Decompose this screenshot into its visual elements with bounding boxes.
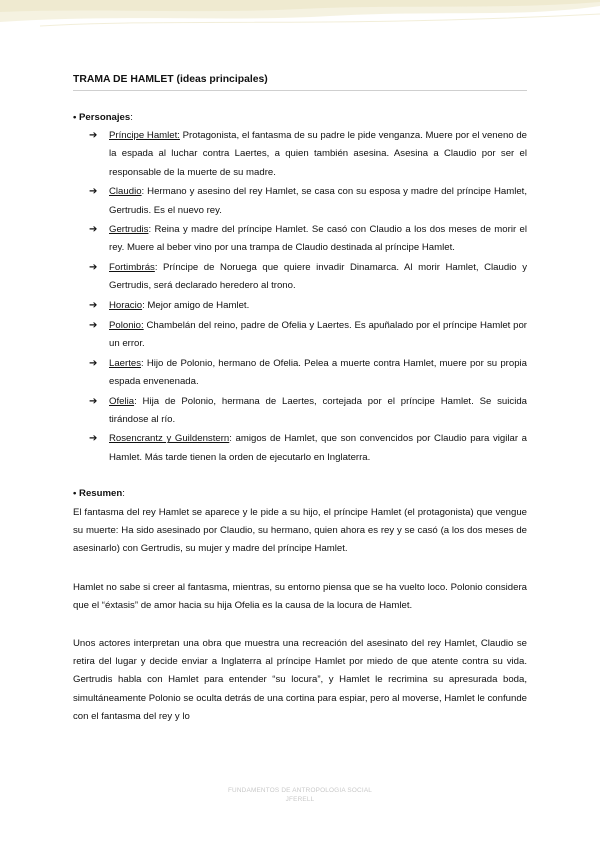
character-description: Chambelán del reino, padre de Ofelia y Laertes. Es apuñalado por el príncipe Hamlet por un error. bbox=[109, 319, 527, 349]
character-description: : Mejor amigo de Hamlet. bbox=[142, 300, 250, 312]
arrow-right-icon: ➔ bbox=[89, 357, 98, 369]
arrow-right-icon: ➔ bbox=[89, 224, 98, 236]
arrow-right-icon: ➔ bbox=[89, 300, 98, 312]
character-description: : Hijo de Polonio, hermano de Ofelia. Pelea a muerte contra Hamlet, muere por su propia espada envenenada. bbox=[109, 357, 527, 387]
header-wave-decoration bbox=[0, 0, 600, 60]
list-item bbox=[73, 221, 527, 257]
resumen-colon: : bbox=[122, 487, 125, 499]
character-description: : Hija de Polonio, hermana de Laertes, cortejada por el príncipe Hamlet. Se suicida tirándose al río. bbox=[109, 395, 527, 425]
bullet-icon: • bbox=[73, 112, 77, 123]
footer-course-name: FUNDAMENTOS DE ANTROPOLOGIA SOCIAL bbox=[227, 787, 373, 794]
character-description: : Reina y madre del príncipe Hamlet. Se casó con Claudio a los dos meses de morir el rey. Muere al beber vino por una trampa de Claudio destinada al príncipe Hamlet. bbox=[109, 224, 527, 254]
character-name: Laertes bbox=[109, 357, 141, 369]
list-item bbox=[73, 393, 527, 429]
character-name: Ofelia bbox=[109, 395, 135, 407]
list-item bbox=[73, 430, 527, 466]
character-name: Fortimbrás bbox=[109, 262, 155, 274]
character-list bbox=[73, 127, 527, 467]
document-body bbox=[73, 71, 527, 746]
list-item bbox=[73, 355, 527, 391]
arrow-right-icon: ➔ bbox=[89, 433, 98, 445]
resumen-heading bbox=[73, 485, 527, 503]
list-item bbox=[73, 317, 527, 353]
list-item bbox=[73, 127, 527, 182]
list-item bbox=[73, 297, 527, 315]
summary-paragraph: El fantasma del rey Hamlet se aparece y le pide a su hijo, el príncipe Hamlet (el protagonista) que vengue su muerte: Ha sido asesinado por Claudio, su hermano, quien ahora es rey y se casó (a los dos meses de asesinarlo) con Gertrudis, su mujer y madre del príncipe Hamlet. bbox=[73, 507, 527, 555]
summary-paragraph: Hamlet no sabe si creer al fantasma, mientras, su entorno piensa que se ha vuelto loco. Polonio considera que el “éxtasis” de amor hacia su hija Ofelia es la causa de la locura de Hamlet. bbox=[73, 581, 527, 611]
character-description: : Príncipe de Noruega que quiere invadir Dinamarca. Al morir Hamlet, Claudio y Gertrudis, será declarado heredero al trono. bbox=[109, 262, 527, 292]
bullet-icon: • bbox=[73, 487, 77, 499]
character-description: : amigos de Hamlet, que son convencidos por Claudio para vigilar a Hamlet. Más tarde tienen la orden de ejecutarlo en Inglaterra. bbox=[109, 433, 527, 463]
arrow-right-icon: ➔ bbox=[89, 262, 98, 274]
character-name: Gertrudis bbox=[109, 224, 149, 236]
character-name: Polonio: bbox=[109, 319, 144, 331]
character-name: Horacio bbox=[109, 300, 143, 312]
list-item bbox=[73, 259, 527, 295]
personajes-colon: : bbox=[130, 112, 133, 123]
character-name: Rosencrantz y Guildenstern bbox=[109, 433, 230, 445]
resumen-heading-text: Resumen bbox=[79, 487, 123, 499]
personajes-heading-text: Personajes bbox=[79, 112, 131, 123]
arrow-right-icon: ➔ bbox=[89, 395, 98, 407]
character-description: : Hermano y asesino del rey Hamlet, se casa con su esposa y madre del príncipe Hamlet, Gertrudis. Es el nuevo rey. bbox=[109, 186, 527, 216]
character-name: Claudio bbox=[109, 186, 142, 198]
arrow-right-icon: ➔ bbox=[89, 130, 98, 142]
footer-author: JFERELL bbox=[285, 796, 315, 803]
document-title: TRAMA DE HAMLET (ideas principales) bbox=[73, 71, 527, 91]
arrow-right-icon: ➔ bbox=[89, 319, 98, 331]
personajes-heading bbox=[73, 109, 527, 127]
character-description: Protagonista, el fantasma de su padre le pide venganza. Muere por el veneno de la espada al luchar contra Laertes, a quien también asesina. Asesina a Claudio por ser el responsable de la muerte de su madre. bbox=[109, 130, 528, 178]
list-item bbox=[73, 183, 527, 219]
arrow-right-icon: ➔ bbox=[89, 186, 98, 198]
page-footer bbox=[0, 786, 600, 804]
summary-paragraph: Unos actores interpretan una obra que muestra una recreación del asesinato del rey Hamlet, Claudio se retira del lugar y decide enviar a Inglaterra al príncipe Hamlet por miedo de que atente contra su vida. Gertrudis habla con Hamlet para entender “su locura”, y Hamlet le recrimina su apresurada boda, simultáneamente Polonio se oculta detrás de una cortina para espiar, pero al moverse, Hamlet le confunde con el fantasma del rey y lo bbox=[73, 638, 527, 722]
character-name: Príncipe Hamlet: bbox=[109, 130, 180, 142]
